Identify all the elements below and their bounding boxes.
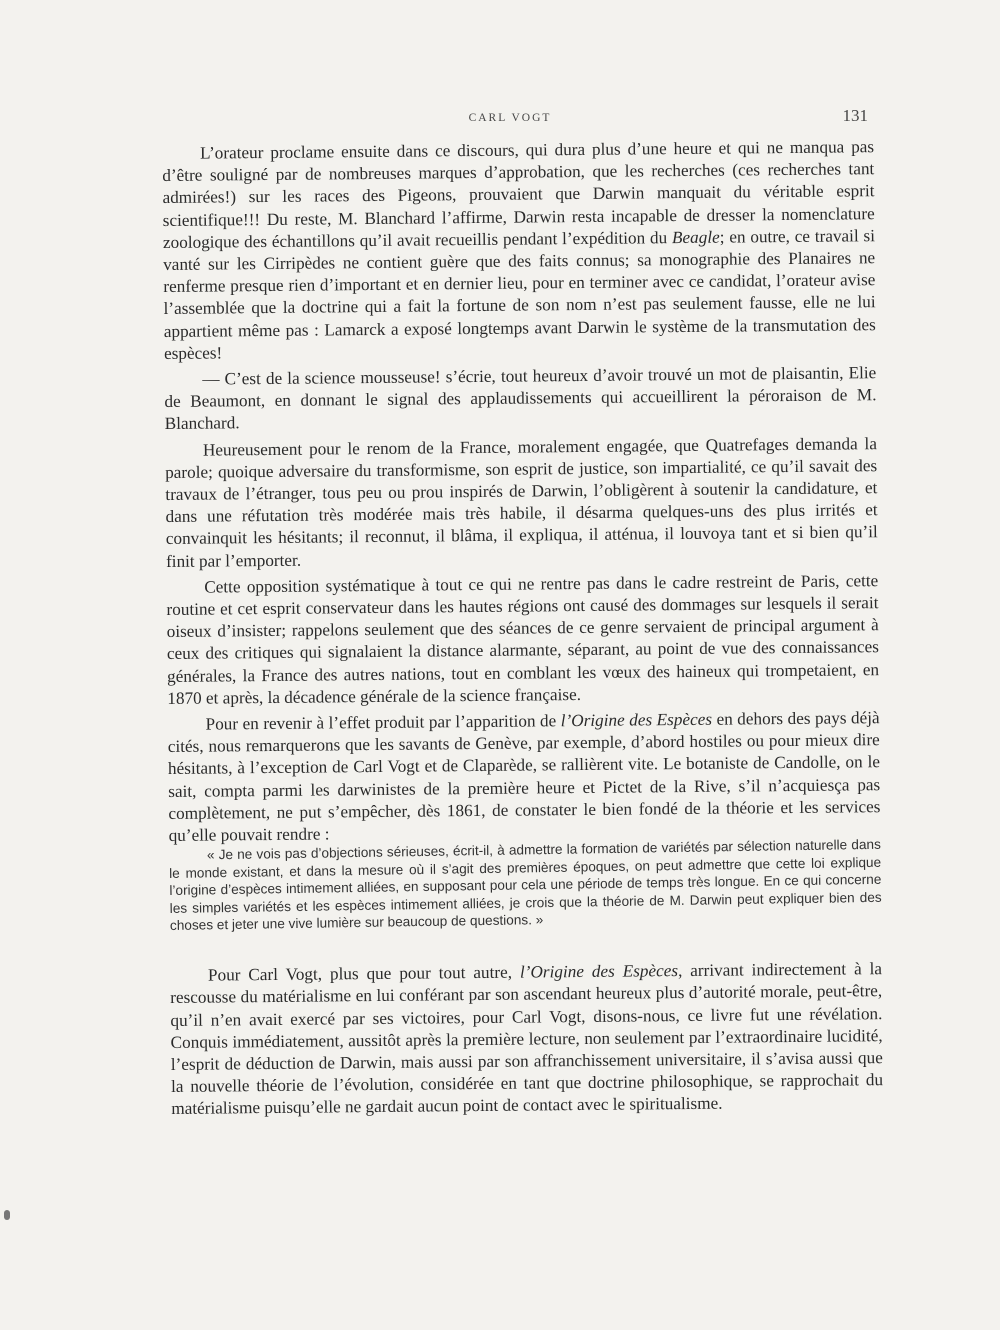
paragraph-1: L’orateur proclame ensuite dans ce discours, qui dura plus d’une heure et qui ne manqua pas d’être souligné par de nombreuses marques d’approbation, que les recherches (ces recherches tant admirées!) sur les races des Pigeons, prouvaient que Darwin manquait du véritable esprit scientifique!!! Du reste, M. Blanchard l’affirme, Darwin resta incapable de dresser la nomenclature zoologique des échantillons qu’il avait recueillis pendant l’expédition du Beagle; en outre, ce travail si vanté sur les Cirripèdes ne contient guère que des faits connus; sa monographie des Planaires ne renferme presque rien d’important et en dernier lieu, pour en terminer avec ce candidat, l’orateur avise l’assemblée que la doctrine qui a fait la fortune de son nom n’est pas seulement fausse, elle ne lui appartient même pas : Lamarck a exposé longtemps avant Darwin le système de la transmutation des espèces! bbox=[162, 137, 876, 363]
page-number: 131 bbox=[842, 106, 868, 125]
margin-ink-speck bbox=[4, 1210, 10, 1220]
italic-beagle: Beagle bbox=[671, 227, 720, 247]
running-head: CARL VOGT bbox=[468, 112, 552, 124]
paragraph-5: Pour en revenir à l’effet produit par l’apparition de l’Origine des Espèces en dehors des pays déjà cités, nous remarquerons que les savants de Genève, par exemple, d’abord hostiles ou pour mieux dire hésitants, à l’exception de Carl Vogt et de Claparède, se rallièrent vite. Le botaniste de Candolle, on le sait, compta parmi les darwinistes de la première heure et Pictet de la Rive, s’il n’acquiesça pas complètement, ne put s’empêcher, dès 1861, de constater le bien fondé de la théorie et les services qu’elle pouvait rendre : bbox=[167, 708, 881, 846]
paragraph-2: — C’est de la science mousseuse! s’écrie, tout heureux d’avoir trouvé un mot de plaisantin, Elie de Beaumont, en donnant le signal des applaudissements qui accueillirent la péroraison de M. Blanchard. bbox=[164, 363, 877, 434]
italic-origine-2: l’Origine des Espèces bbox=[519, 961, 679, 982]
paragraph-3: Heureusement pour le renom de la France, moralement engagée, que Quatrefages demanda la parole; quoique adversaire du transformisme, son esprit de justice, son impartialité, ce qu’il savait des travaux de l’étranger, tous peu ou prou inspirés de Darwin, l’obligèrent à soutenir la candidature, et dans une réfutation très modérée mais très habile, il désarma quelques-uns des plus irrités et convainquit les hésitants; il reconnut, il blâma, il expliqua, il atténua, il louvoya tant et si bien qu’il finit par l’emporter. bbox=[165, 433, 878, 571]
italic-origine: l’Origine des Espèces bbox=[560, 709, 713, 731]
body-text bbox=[162, 136, 883, 1120]
page-header bbox=[160, 106, 868, 132]
paragraph-4: Cette opposition systématique à tout ce qui ne rentre pas dans le cadre restreint de Paris, cette routine et cet esprit conservateur dans les hautes régions ont causé des dommages sur lesquels il serait oiseux d’insister; rappelons seulement que des séances de ce genre servaient de principal argument à ceux des critiques qui signalaient la distance alarmante, séparant, au point de vue des connaissances générales, la France des autres nations, tout en comblant les vœux des haineux qui trompetaient, en 1870 et après, la décadence générale de la science française. bbox=[166, 571, 880, 708]
block-quote: « Je ne vois pas d’objections sérieuses, écrit-il, à admettre la formation de variétés par sélection naturelle dans le monde existant, et dans la mesure où il s’agit des premières époques, on peut admettre que cette loi explique l’origine d’espèces intimement alliées, en supposant pour cela une période de temps très longue. En ce qui concerne les simples variétés et les espèces intimement alliées, je crois que la théorie de M. Darwin peut expliquer bien des choses et jeter une vive lumière sur beaucoup de questions. » bbox=[169, 837, 882, 934]
paragraph-6: Pour Carl Vogt, plus que pour tout autre, l’Origine des Espèces, arrivant indirectement à la rescousse du matérialisme en lui conférant par son ascendant heureux plus d’autorité morale, peut-être, qu’il n’en avait exercé par ses victoires, pour Carl Vogt, disons-nous, ce livre fut une révélation. Conquis immédiatement, aussitôt après la première lecture, non seulement par l’extraordinaire lucidité, l’esprit de déduction de Darwin, mais aussi par son affranchissement universitaire, il s’avisa aussi que la nouvelle théorie de l’évolution, considérée en tant que doctrine philosophique, se rapprochait du matérialisme puisqu’elle ne gardait aucun point de contact avec le spiritualisme. bbox=[170, 959, 884, 1119]
